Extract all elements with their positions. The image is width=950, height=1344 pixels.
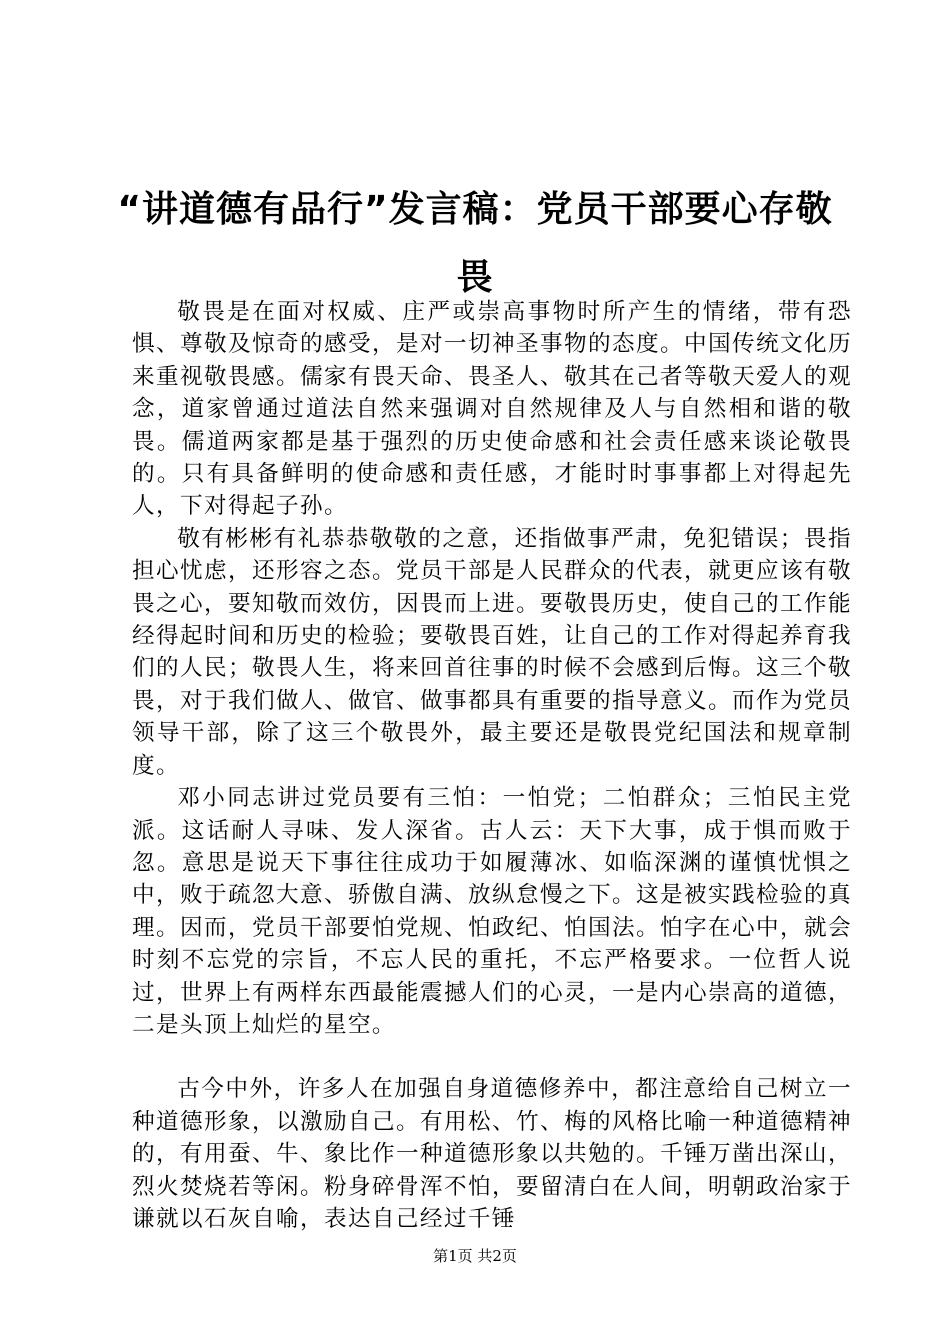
paragraph-1: 敬畏是在面对权威、庄严或崇高事物时所产生的情绪，带有恐惧、尊敬及惊奇的感受，是对一切神圣事物的态度。中国传统文化历来重视敬畏感。儒家有畏天命、畏圣人、敬其在己者等敬天爱人的观念，道家曾通过道法自然来强调对自然规律及人与自然相和谐的敬畏。儒道两家都是基于强烈的历史使命感和社会责任感来谈论敬畏的。只有具备鲜明的使命感和责任感，才能时时事事都上对得起先人，下对得起子孙。 — [132, 299, 852, 520]
paragraph-2: 敬有彬彬有礼恭恭敬敬的之意，还指做事严肃，免犯错误；畏指担心忧虑，还形容之态。党员干部是人民群众的代表，就更应该有敬畏之心，要知敬而效仿，因畏而上进。要敬畏历史，使自己的工作能经得起时间和历史的检验；要敬畏百姓，让自己的工作对得起养育我们的人民；敬畏人生，将来回首往事的时候不会感到后悔。这三个敬畏，对于我们做人、做官、做事都具有重要的指导意义。而作为党员领导干部，除了这三个敬畏外，最主要还是敬畏党纪国法和规章制度。 — [132, 525, 852, 779]
page-title: “讲道德有品行”发言稿：党员干部要心存敬畏 — [117, 189, 833, 298]
document-body — [132, 296, 852, 1235]
page-footer: 第1页 共2页 — [433, 1247, 517, 1265]
paragraph-3: 邓小同志讲过党员要有三怕：一怕党；二怕群众；三怕民主党派。这话耐人寻味、发人深省。古人云：天下大事，成于惧而败于忽。意思是说天下事往往成功于如履薄冰、如临深渊的谨慎忧惧之中，败于疏忽大意、骄傲自满、放纵怠慢之下。这是被实践检验的真理。因而，党员干部要怕党规、怕政纪、怕国法。怕字在心中，就会时刻不忘党的宗旨，不忘人民的重托，不忘严格要求。一位哲人说过，世界上有两样东西最能震撼人们的心灵，一是内心崇高的道德，二是头顶上灿烂的星空。 — [132, 785, 852, 1038]
paragraph-4: 古今中外，许多人在加强自身道德修养中，都注意给自己树立一种道德形象，以激励自己。有用松、竹、梅的风格比喻一种道德精神的，有用蚕、牛、象比作一种道德形象以共勉的。千锤万凿出深山，烈火焚烧若等闲。粉身碎骨浑不怕，要留清白在人间，明朝政治家于谦就以石灰自喻，表达自己经过千锤 — [132, 1076, 852, 1232]
